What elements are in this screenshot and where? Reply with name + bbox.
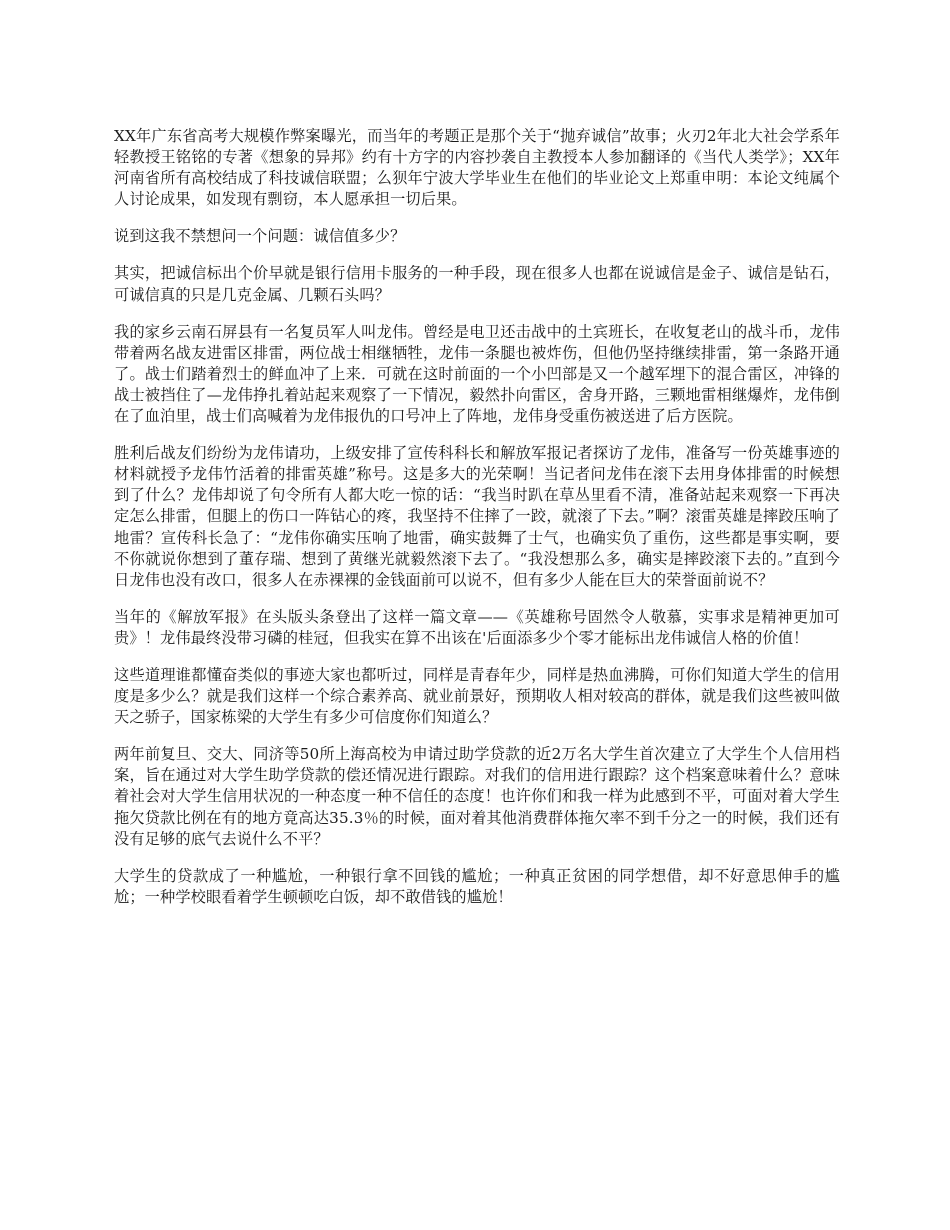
paragraph-1: XX年广东省高考大规模作弊案曝光，而当年的考题正是那个关于“抛弃诚信”故事；火刃2年北大社会学系年轻教授王铭铭的专著《想象的异邦》约有十方字的内容抄袭自主教授本人参加翻译的《当代人类学》；XX年河南省所有高校结成了科技诚信联盟；么狈年宁波大学毕业生在他们的毕业论文上郑重申明：本论文纯属个人讨论成果，如发现有剽窃，本人愿承担一切后果。 xyxy=(114,127,840,209)
paragraph-3: 其实，把诚信标出个价早就是银行信用卡服务的一种手段，现在很多人也都在说诚信是金子、诚信是钻石，可诚信真的只是几克金属、几颗石头吗？ xyxy=(114,264,840,304)
document-body xyxy=(114,126,840,924)
paragraph-7: 这些道理谁都懂奋类似的事迹大家也都听过，同样是青春年少，同样是热血沸腾，可你们知道大学生的信用度是多少么？就是我们这样一个综合素养高、就业前景好，预期收人相对较高的群体，就是我们这些被叫做天之骄子，国家栋梁的大学生有多少可信度你们知道么？ xyxy=(114,665,840,727)
paragraph-5: 胜利后战友们纷纷为龙伟请功，上级安排了宣传科科长和解放军报记者探访了龙伟，准备写一份英雄事迹的材料就授予龙伟竹活着的排雷英雄”称号。这是多大的光荣啊！当记者问龙伟在滚下去用身体排雷的时候想到了什么？龙伟却说了句令所有人都大吃一惊的话：“我当时趴在草丛里看不清，准备站起来观察一下再决定怎么排雷，但腿上的伤口一阵钻心的疼，我坚持不住摔了一跤，就滚了下去。”啊？滚雷英雄是摔跤压响了地雷？宣传科长急了：“龙伟你确实压响了地雷，确实鼓舞了士气，也确实负了重伤，这些都是事实啊，要不你就说你想到了董存瑞、想到了黄继光就毅然滚下去了。“我没想那么多，确实是摔跤滚下去的。”直到今日龙伟也没有改口，很多人在赤裸裸的金钱面前可以说不，但有多少人能在巨大的荣誉面前说不？ xyxy=(114,444,840,589)
paragraph-4: 我的家乡云南石屏县有一名复员军人叫龙伟。曾经是电卫还击战中的土宾班长，在收复老山的战斗币，龙伟带着两名战友进雷区排雷，两位战士相继牺牲，龙伟一条腿也被炸伤，但他仍坚持继续排雷，第一条路开通了。战士们踏着烈士的鲜血冲了上来．可就在这时前面的一个小凹部是又一个越军埋下的混合雷区，冲锋的战士被挡住了—龙伟挣扎着站起来观察了一下情况，毅然扑向雷区，舍身开路，三颗地雷相继爆炸，龙伟倒在了血泊里，战士们高喊着为龙伟报仇的口号冲上了阵地，龙伟身受重伤被送进了后方医院。 xyxy=(114,322,840,426)
paragraph-9: 大学生的贷款成了一种尴尬，一种银行拿不回钱的尴尬；一种真正贫困的同学想借，却不好意思伸手的尴尬；一种学校眼看着学生顿顿吃白饭，却不敢借钱的尴尬！ xyxy=(114,866,840,906)
paragraph-6: 当年的《解放军报》在头版头条登出了这样一篇文章——《英雄称号固然令人敬慕，实事求是精神更加可贵》！龙伟最终没带习磷的桂冠，但我实在算不出该在'后面添多少个零才能标出龙伟诚信人格的价值！ xyxy=(114,607,840,647)
paragraph-8: 两年前复旦、交大、同济等50所上海高校为申请过助学贷款的近2万名大学生首次建立了大学生个人信用档案，旨在通过对大学生助学贷款的偿还情况进行跟踪。对我们的信用进行跟踪？这个档案意味着什么？意味着社会对大学生信用状况的一种态度一种不信任的态度！也许你们和我一样为此感到不平，可面对着大学生拖欠贷款比例在有的地方竟高达35.3％的时候，面对着其他消费群体拖欠率不到千分之一的时候，我们还有没有足够的底气去说什么不平？ xyxy=(114,745,840,848)
paragraph-2: 说到这我不禁想问一个问题：诚信值多少？ xyxy=(114,227,406,246)
